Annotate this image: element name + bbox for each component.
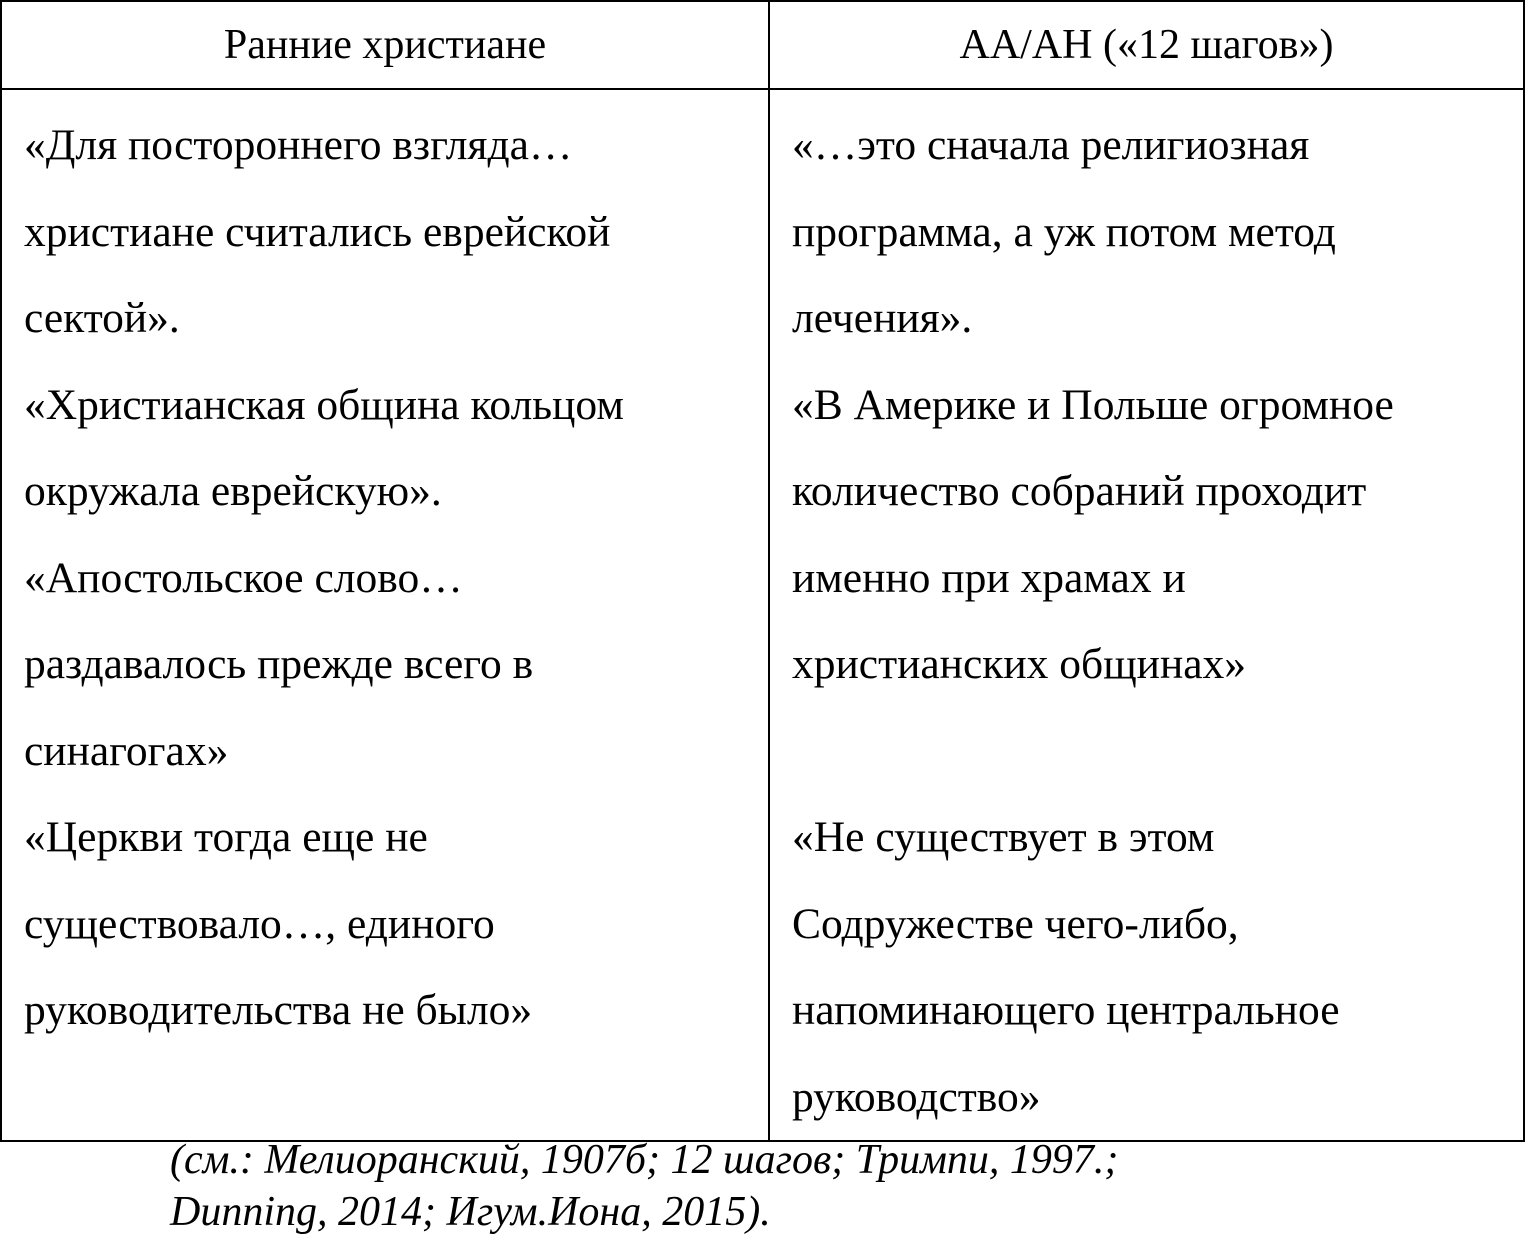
text-line: синагогах» (24, 726, 229, 775)
table-header-row (1, 1, 1524, 89)
text-line: «…это сначала религиозная (792, 121, 1310, 169)
text-line: именно при храмах и (792, 553, 1186, 602)
text-line: Содружестве чего-либо, (792, 899, 1239, 948)
text-line: «Для постороннего взгляда… (24, 121, 573, 169)
text-line: сектой». (24, 294, 180, 342)
text-line: христианских общинах» (792, 640, 1247, 688)
header-aa-na: АА/АН («12 шагов») (769, 1, 1524, 89)
text-line: программа, а уж потом метод (792, 207, 1336, 256)
text-line: руководство» (792, 1072, 1041, 1121)
right-cell-text (770, 90, 1523, 1140)
table-body-row (1, 89, 1524, 1141)
text-line: количество собраний проходит (792, 467, 1367, 515)
caption-line-1: (см.: Мелиоранский, 1907б; 12 шагов; Тримпи, 1997.; (170, 1137, 1119, 1183)
text-line: «Апостольское слово… (24, 553, 463, 602)
text-line: существовало…, единого (24, 899, 495, 948)
text-line: раздавалось прежде всего в (24, 640, 534, 688)
cell-early-christians (1, 89, 769, 1141)
left-cell-text (2, 90, 768, 1054)
text-line: «Церкви тогда еще не (24, 813, 428, 861)
text-line: лечения». (792, 294, 973, 342)
text-line: «Не существует в этом (792, 813, 1215, 861)
text-line: христиане считались еврейской (24, 207, 611, 256)
text-line: напоминающего центральное (792, 986, 1340, 1034)
blank-line (792, 708, 1505, 795)
cell-aa-na (769, 89, 1524, 1141)
header-early-christians: Ранние христиане (1, 1, 769, 89)
text-line: «В Америке и Польше огромное (792, 380, 1394, 429)
text-line: руководительства не было» (24, 986, 533, 1034)
text-line: «Христианская община кольцом (24, 380, 624, 429)
caption-line-2: Dunning, 2014; Игум.Иона, 2015). (170, 1189, 771, 1235)
citation-caption (170, 1134, 1118, 1238)
text-line: окружала еврейскую». (24, 467, 442, 515)
